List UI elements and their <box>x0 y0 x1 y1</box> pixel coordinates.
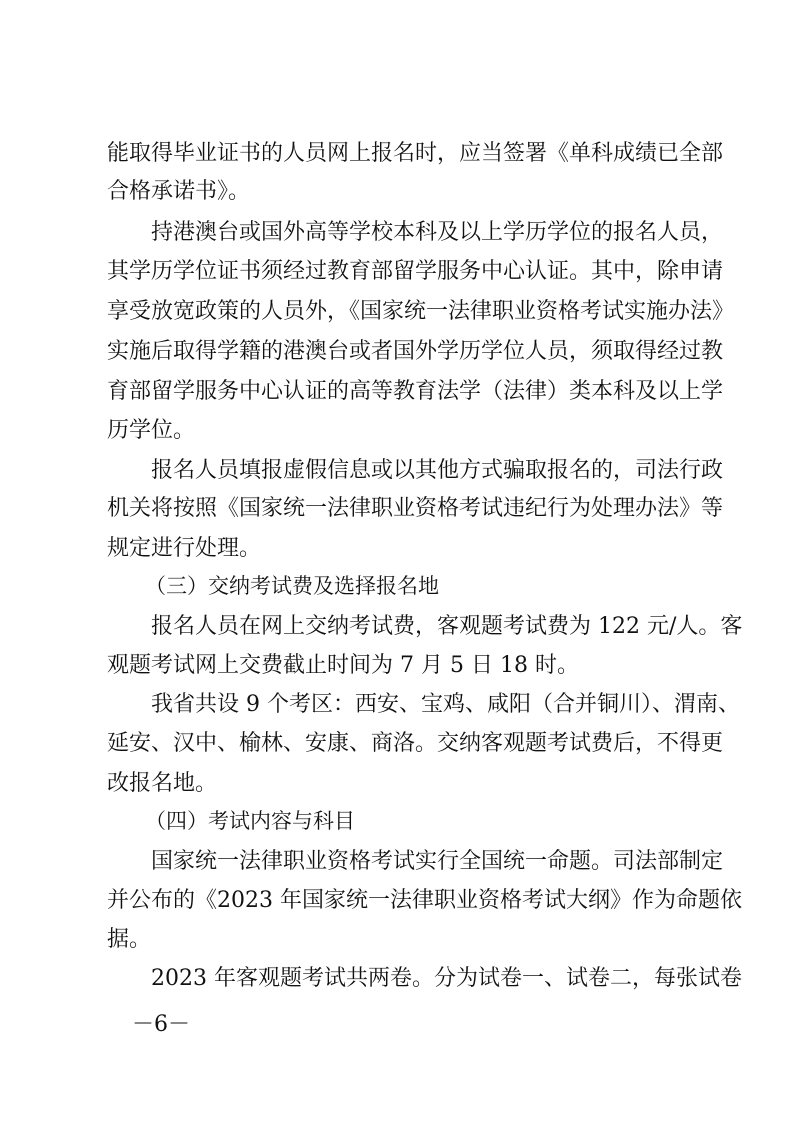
section-heading: （三）交纳考试费及选择报名地 <box>145 574 439 598</box>
text-line: 2023 年客观题考试共两卷。分为试卷一、试卷二，每张试卷 <box>151 966 742 991</box>
section-heading: （四）考试内容与科目 <box>145 809 355 833</box>
text-line: 其学历学位证书须经过教育部留学服务中心认证。其中，除申请 <box>107 259 724 284</box>
text-line: 报名人员在网上交纳考试费，客观题考试费为 122 元/人。客 <box>151 614 743 639</box>
text-line: 并公布的《2023 年国家统一法律职业资格考试大纲》作为命题依 <box>107 888 742 913</box>
text-line: 我省共设 9 个考区：西安、宝鸡、咸阳（合并铜川）、渭南、 <box>151 692 740 717</box>
text-line: 合格承诺书》。 <box>107 179 251 204</box>
text-line: 历学位。 <box>107 418 196 443</box>
text-line: 能取得毕业证书的人员网上报名时，应当签署《单科成绩已全部 <box>107 141 724 166</box>
text-line: 据。 <box>107 927 152 952</box>
text-line: 享受放宽政策的人员外，《国家统一法律职业资格考试实施办法》 <box>107 299 735 324</box>
text-line: 报名人员填报虚假信息或以其他方式骗取报名的，司法行政 <box>151 458 724 483</box>
text-line: 延安、汉中、榆林、安康、商洛。交纳客观题考试费后，不得更 <box>107 731 724 756</box>
text-line: 实施后取得学籍的港澳台或者国外学历学位人员，须取得经过教 <box>107 339 724 364</box>
text-line: 规定进行处理。 <box>107 536 262 561</box>
text-line: 持港澳台或国外高等学校本科及以上学历学位的报名人员， <box>151 220 724 245</box>
text-line: 育部留学服务中心认证的高等教育法学（法律）类本科及以上学 <box>107 379 724 404</box>
text-line: 改报名地。 <box>107 771 218 796</box>
text-line: 机关将按照《国家统一法律职业资格考试违纪行为处理办法》等 <box>107 496 724 521</box>
page-number: －6－ <box>132 1012 190 1037</box>
text-line: 观题考试网上交费截止时间为 7 月 5 日 18 时。 <box>107 653 579 678</box>
text-line: 国家统一法律职业资格考试实行全国统一命题。司法部制定 <box>151 849 724 874</box>
